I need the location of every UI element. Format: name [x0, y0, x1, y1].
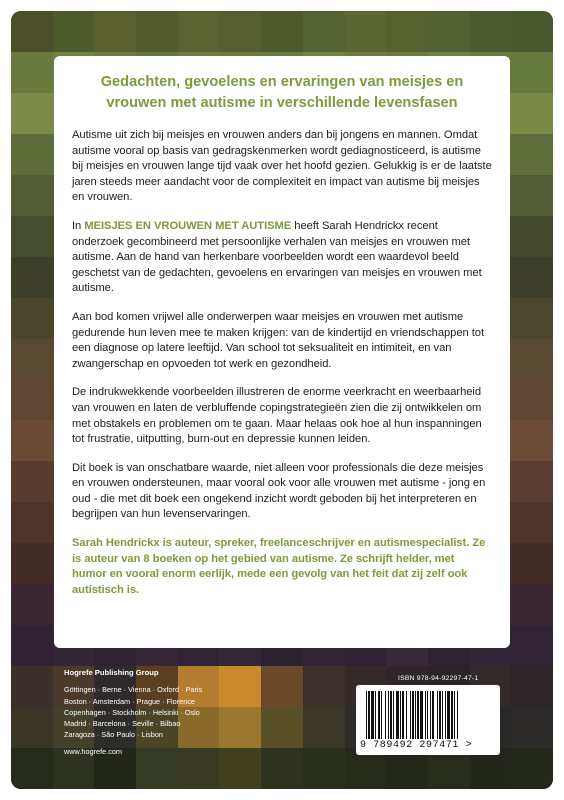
- cities-line: Boston · Amsterdam · Prague · Florence: [64, 696, 195, 706]
- mosaic-tile: [11, 11, 53, 52]
- barcode-bar: [393, 691, 394, 739]
- barcode-bar: [400, 691, 401, 739]
- barcode-bar: [375, 691, 376, 739]
- barcode-bar: [385, 691, 386, 739]
- publisher-name: Hogrefe Publishing Group: [64, 668, 159, 677]
- paragraph-book: [72, 219, 492, 297]
- cities-line: Zaragoza · São Paulo · Lisbon: [64, 730, 163, 740]
- mosaic-tile: [511, 666, 553, 707]
- mosaic-tile: [11, 339, 53, 380]
- barcode-bar: [442, 691, 443, 739]
- mosaic-tile: [511, 93, 553, 134]
- mosaic-tile: [511, 257, 553, 298]
- mosaic-tile: [511, 298, 553, 339]
- mosaic-tile: [219, 707, 261, 748]
- back-cover: [11, 11, 553, 789]
- mosaic-tile: [11, 134, 53, 175]
- barcode-bar: [454, 691, 455, 739]
- barcode-bar: [410, 691, 411, 739]
- mosaic-tile: [11, 257, 53, 298]
- mosaic-tile: [303, 11, 345, 52]
- paragraph-book-prefix: In: [72, 219, 85, 232]
- text-panel: [54, 56, 510, 648]
- barcode-bars: [366, 691, 490, 741]
- mosaic-tile: [511, 175, 553, 216]
- mosaic-tile: [511, 52, 553, 93]
- mosaic-tile: [11, 543, 53, 584]
- author-bio: Sarah Hendrickx is auteur, spreker, freelanceschrijver en autismespecialist. Ze is auteur van 8 boeken op het gebied van autisme. Ze schrijft helder, met humor en vooral enorm eerlijk, mede een gevolg van het feit dat zij zelf ook autistisch is.: [72, 537, 486, 596]
- mosaic-tile: [511, 625, 553, 666]
- mosaic-tile: [261, 11, 303, 52]
- mosaic-tile: [11, 461, 53, 502]
- mosaic-tile: [261, 707, 303, 748]
- mosaic-tile: [11, 625, 53, 666]
- mosaic-tile: [511, 420, 553, 461]
- publisher-cities: [64, 684, 202, 740]
- mosaic-tile: [511, 134, 553, 175]
- barcode-bar: [427, 691, 428, 739]
- barcode-bar: [425, 691, 426, 739]
- mosaic-tile: [511, 502, 553, 543]
- barcode: [356, 685, 500, 755]
- publisher-block: [64, 667, 202, 757]
- paragraph-topics: Aan bod komen vrijwel alle onderwerpen waar meisjes en vrouwen met autisme gedurende hun leven mee te maken krijgen: van de kindertijd en vriendschappen tot een diagnose op latere leeftijd. Van school tot seksualiteit en intimiteit, en van zwangerschap en opvoeden tot werk en gezondheid.: [72, 310, 485, 370]
- barcode-bar: [417, 691, 419, 739]
- barcode-bar: [378, 691, 380, 739]
- barcode-bar: [437, 691, 438, 739]
- barcode-bar: [381, 691, 382, 739]
- mosaic-tile: [511, 339, 553, 380]
- mosaic-tile: [511, 216, 553, 257]
- cities-line: Copenhagen · Stockholm · Helsinki · Oslo: [64, 707, 200, 717]
- mosaic-tile: [511, 707, 553, 748]
- mosaic-tile: [511, 584, 553, 625]
- mosaic-tile: [511, 380, 553, 421]
- mosaic-tile: [11, 420, 53, 461]
- barcode-bar: [371, 691, 374, 739]
- mosaic-tile: [303, 707, 345, 748]
- mosaic-tile: [219, 11, 261, 52]
- mosaic-tile: [261, 748, 303, 789]
- mosaic-tile: [11, 666, 53, 707]
- mosaic-tile: [11, 502, 53, 543]
- mosaic-tile: [345, 11, 387, 52]
- mosaic-tile: [11, 298, 53, 339]
- barcode-bar: [447, 691, 450, 739]
- mosaic-tile: [303, 748, 345, 789]
- barcode-bar: [415, 691, 416, 739]
- mosaic-tile: [261, 666, 303, 707]
- mosaic-tile: [386, 11, 428, 52]
- barcode-bar: [396, 691, 399, 739]
- barcode-bar: [420, 691, 423, 739]
- barcode-bar: [451, 691, 453, 739]
- mosaic-tile: [470, 11, 512, 52]
- paragraph-intro: Autisme uit zich bij meisjes en vrouwen anders dan bij jongens en mannen. Omdat autisme vooral op basis van gedragskenmerken wordt gediagnosticeerd, is autisme bij meisjes en vrouwen lange tijd vaak over het hoofd gezien. Gelukkig is er de laatste jaren steeds meer aandacht voor de complexiteit en impact van autisme bij meisjes en vrouwen.: [72, 129, 492, 204]
- paragraph-value: Dit boek is van onschatbare waarde, niet alleen voor professionals die deze meisjes en vrouwen ondersteunen, maar vooral ook voor alle vrouwen met autisme - jong en oud - die met dit boek een ongekend inzicht wordt geboden bij het interpreteren en begrijpen van hun levenservaringen.: [72, 461, 486, 521]
- mosaic-tile: [11, 380, 53, 421]
- cities-line: Madrid · Barcelona · Seville · Bilbao: [64, 719, 181, 729]
- mosaic-tile: [511, 461, 553, 502]
- publisher-website: www.hogrefe.com: [64, 746, 122, 756]
- barcode-bar: [406, 691, 407, 739]
- mosaic-tile: [11, 748, 53, 789]
- barcode-digits: 9 789492 297471 >: [360, 740, 473, 751]
- mosaic-tile: [178, 11, 220, 52]
- barcode-bar: [390, 691, 392, 739]
- mosaic-tile: [11, 52, 53, 93]
- barcode-bar: [388, 691, 389, 739]
- mosaic-tile: [511, 543, 553, 584]
- mosaic-tile: [11, 175, 53, 216]
- paragraph-examples: De indrukwekkende voorbeelden illustreren de enorme veerkracht en weerbaarheid van vrouwen en laten de verbluffende copingstrategieën zien die zij ontwikkelen om met obstakels en problemen om te gaan. Maar helaas ook hoe al hun inspanningen tot frustratie, uitputting, burn-out en depressie kunnen leiden.: [72, 386, 482, 446]
- barcode-bar: [430, 691, 431, 739]
- mosaic-tile: [219, 666, 261, 707]
- barcode-bar: [432, 691, 434, 739]
- mosaic-tile: [11, 93, 53, 134]
- paragraph-book-rest: heeft Sarah Hendrickx recent onderzoek gecombineerd met persoonlijke verhalen van meisjes en vrouwen met autisme. Aan de hand van herkenbare voorbeelden wordt een waardevol beeld geschetst van de gedachten, gevoelens en ervaringen van meisjes en vrouwen met autisme.: [72, 219, 482, 295]
- barcode-bar: [439, 691, 441, 739]
- mosaic-tile: [303, 666, 345, 707]
- mosaic-tile: [11, 707, 53, 748]
- mosaic-tile: [94, 11, 136, 52]
- mosaic-tile: [428, 11, 470, 52]
- mosaic-tile: [136, 11, 178, 52]
- mosaic-tile: [53, 11, 95, 52]
- barcode-bar: [402, 691, 404, 739]
- mosaic-tile: [219, 748, 261, 789]
- barcode-bar: [366, 691, 367, 739]
- mosaic-tile: [511, 748, 553, 789]
- barcode-bar: [368, 691, 370, 739]
- cities-line: Göttingen · Berne · Vienna · Oxford · Paris: [64, 685, 203, 695]
- barcode-bar: [445, 691, 446, 739]
- barcode-bar: [412, 691, 414, 739]
- headline: Gedachten, gevoelens en ervaringen van meisjes en vrouwen met autisme in verschillende levensfasen: [100, 74, 464, 111]
- isbn-label: ISBN 978-94-92297-47-1: [398, 675, 479, 682]
- mosaic-tile: [11, 216, 53, 257]
- mosaic-tile: [11, 584, 53, 625]
- barcode-bar: [457, 691, 458, 739]
- book-title: MEISJES EN VROUWEN MET AUTISME: [84, 219, 292, 232]
- mosaic-tile: [511, 11, 553, 52]
